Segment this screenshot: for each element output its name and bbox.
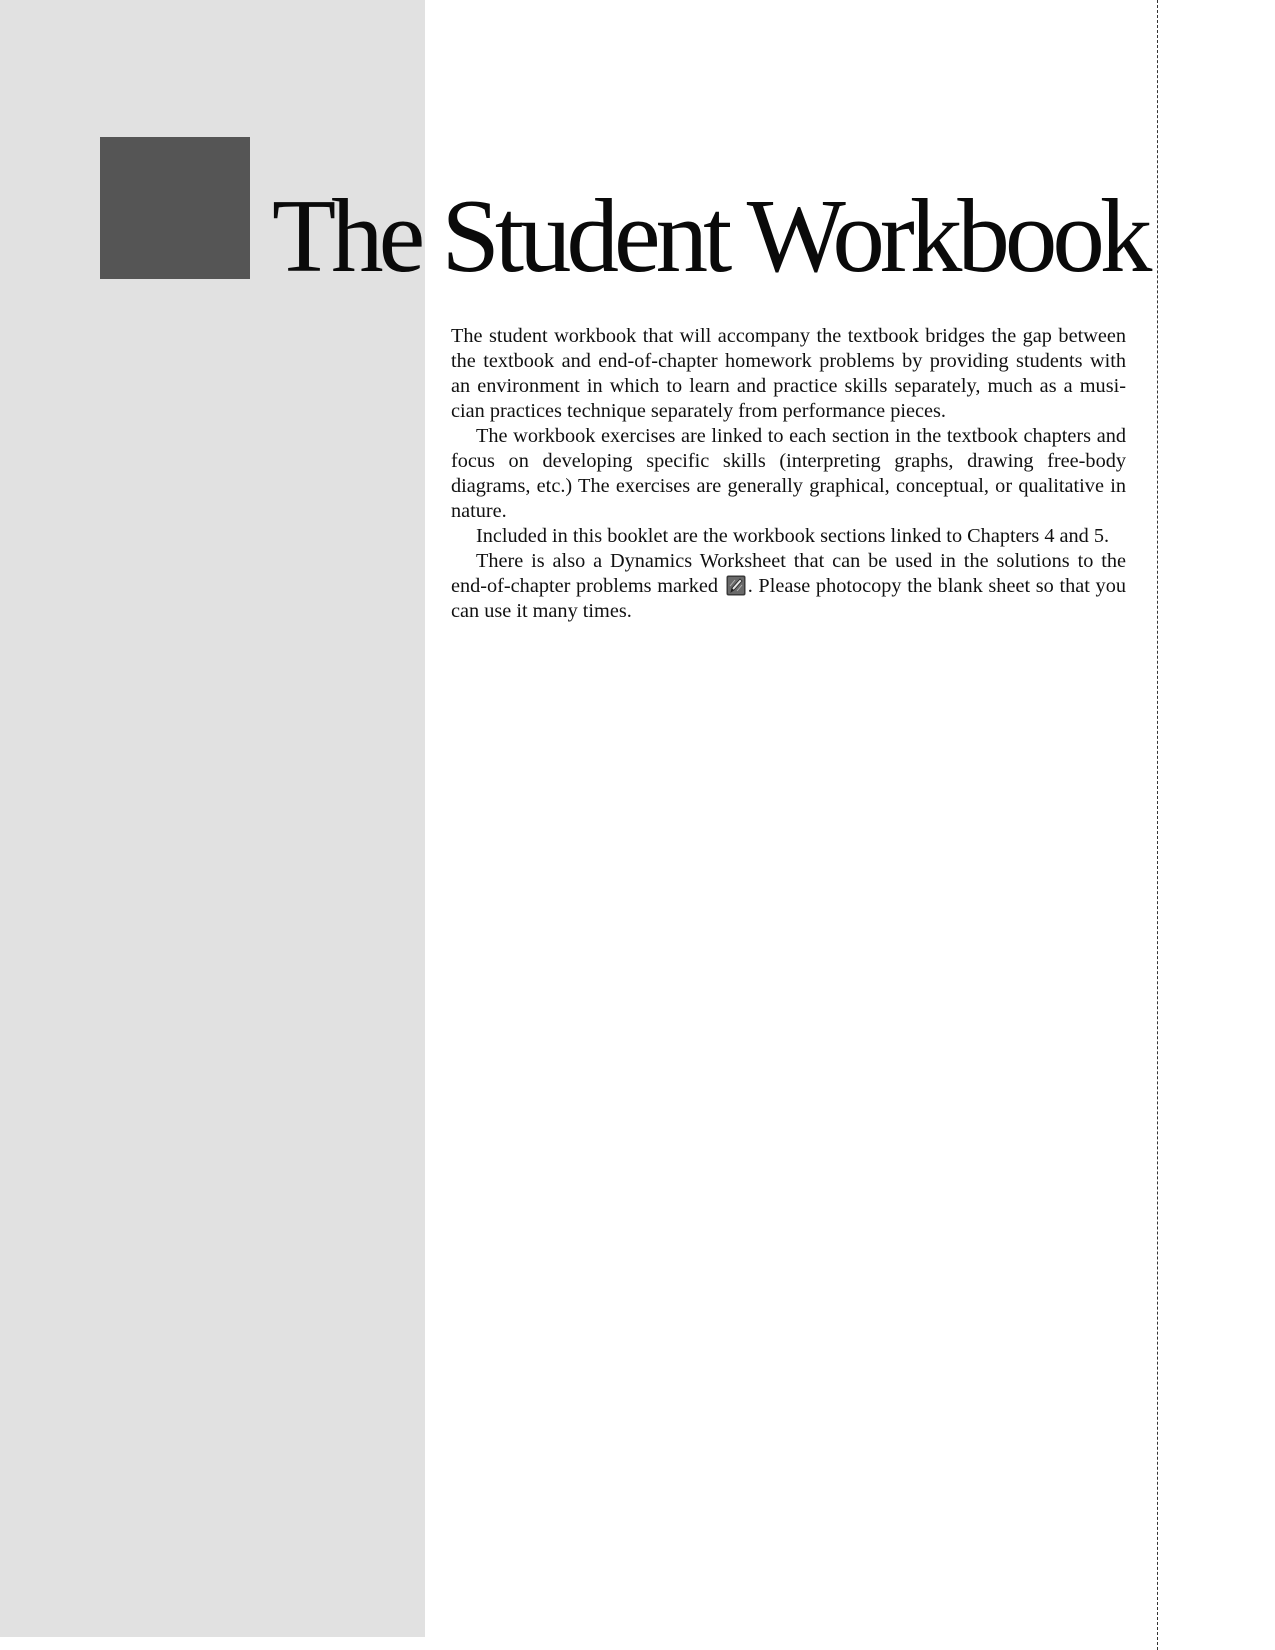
paragraph-exercises: The workbook exercises are linked to each section in the textbook chapters and focus on developing specific skills (interpreting graphs, drawing free-body diagrams, etc.) The exercises are generally graphical, conceptual, or qualitative in nature. [451, 425, 1126, 522]
paragraph-intro: The student workbook that will accompany the textbook bridges the gap between the textbook and end-of-chapter homework problems by providing students with an environment in which to learn and practice skills separately, much as a musician practices technique separately from performance pieces. [451, 325, 1126, 422]
paragraph-booklet: Included in this booklet are the workbook sections linked to Chapters 4 and 5. [476, 525, 1110, 547]
chapter-marker-block [100, 137, 250, 279]
body-text [451, 324, 1126, 624]
worksheet-pencil-icon [726, 575, 746, 596]
paragraph-worksheet [451, 549, 1126, 624]
worksheet-text-after: . Please photocopy the blank sheet so that you can use it many times. [451, 575, 1126, 622]
page-title: The Student Workbook [272, 177, 1148, 294]
dashed-cut-line [1157, 0, 1158, 1650]
worksheet-text-before: There is also a Dynamics Worksheet that can be used in the solutions to the end-of-chapter problems marked [451, 550, 1126, 597]
